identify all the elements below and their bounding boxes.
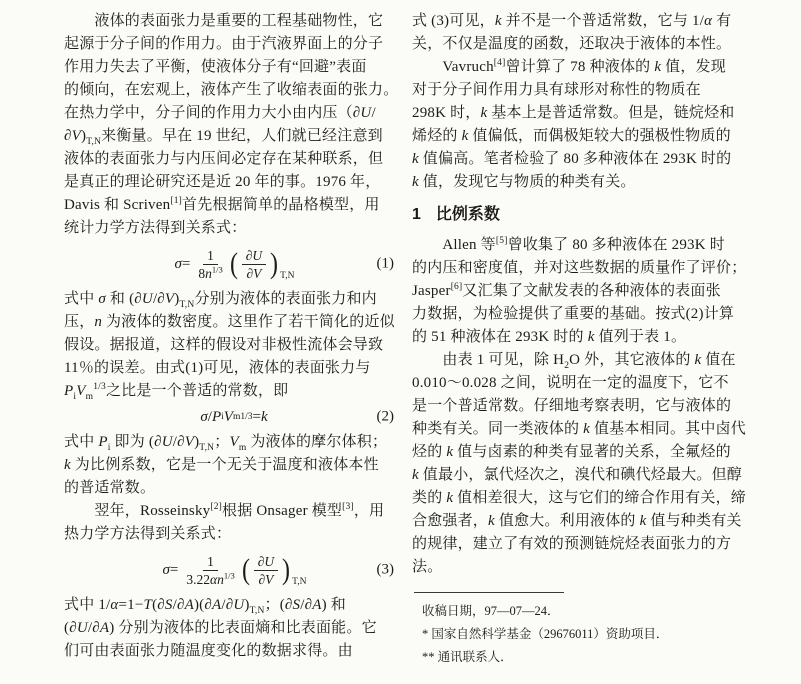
text-line: 们可由表面张力随温度变化的数据求得。由: [64, 643, 353, 659]
text-line: Allen 等[5]曾收集了 80 多种液体在 293K 时: [412, 236, 725, 253]
equation-condition-subscript: T,N: [292, 577, 307, 587]
text-line: 式中 $P_i$ 即为 $(\partial U/\partial V)_{T,N}$；$V_m$ 为液体的摩尔体积；: [64, 434, 388, 453]
text-line: 关，不仅是温度的函数，还取决于液体的本性。: [412, 36, 732, 52]
equation-number: (3): [376, 561, 394, 578]
fraction-denominator: ∂V: [258, 571, 274, 587]
text-line: k 为比例系数，它是一个无关于温度和液体本性: [64, 457, 379, 473]
text-line: 298K 时，k 基本上是普适常数。但是，链烷烃和: [412, 105, 735, 121]
fraction-denominator: $8n^{1/3}$: [198, 264, 223, 281]
section-title: 比例系数: [435, 206, 500, 223]
text-line: 烃的 k 值与卤素的种类有显著的关系，全氟烃的: [412, 444, 731, 460]
equation-number: (2): [376, 408, 394, 425]
text-line: k 值，发现它与物质的种类有关。: [412, 174, 636, 190]
equation: [64, 404, 404, 430]
fraction-numerator: ∂U: [254, 553, 278, 571]
fraction-numerator: ∂U: [242, 247, 266, 265]
equation-condition-subscript: T,N: [280, 271, 295, 281]
equation-lhs: σ=: [174, 255, 191, 272]
text-line: Jasper[6]又汇集了文献发表的各种液体的表面张: [412, 282, 721, 299]
text-line: 压，n 为液体的数密度。这里作了若干简化的近似: [64, 314, 395, 330]
paragraph: [412, 234, 760, 579]
open-paren-glyph: (: [242, 553, 251, 586]
text-line: 液体的表面张力与内压间必定存在某种联系，但: [64, 151, 384, 167]
text-line: 类的 k 值相差很大，这与它们的缔合作用有关，缔: [412, 490, 746, 506]
text-line: 0.010～0.028 之间，说明在一定的温度下，它不: [412, 375, 729, 391]
footnote-divider: [414, 592, 564, 593]
footnotes: [412, 600, 760, 669]
text-line: 液体的表面张力是重要的工程基础物性，它: [64, 13, 384, 29]
column-left: [64, 10, 404, 663]
equation-lhs: σ=: [162, 561, 179, 578]
text-line: (∂U/∂A) 分别为液体的比表面熵和比表面能。它: [64, 620, 377, 636]
open-paren-glyph: (: [230, 247, 239, 280]
text-line: $\partial V)_{T,N}$来衡量。早在 19 世纪，人们就已经注意到: [64, 128, 383, 147]
close-paren-glyph: ): [269, 247, 278, 280]
text-line: 的倾向，在宏观上，液体产生了收缩表面的张力。: [64, 82, 399, 98]
text-line: k 值偏高。笔者检验了 80 多种液体在 293K 时的: [412, 151, 732, 167]
text-line: 起源于分子间的作用力。由于汽液界面上的分子: [64, 36, 384, 52]
fraction-numerator: 1: [203, 247, 218, 265]
text-line: 的内压和密度值，并对这些数据的质量作了评价；: [412, 260, 747, 276]
equation: [64, 547, 404, 593]
footnote-line: ** 通讯联系人．: [422, 650, 513, 664]
text-line: 在热力学中，分子间的作用力大小由内压（∂U/: [64, 105, 376, 121]
text-line: 的规律，建立了有效的预测链烷烃表面张力的方: [412, 536, 732, 552]
equation-number: (1): [376, 255, 394, 272]
text-line: 烯烃的 k 值偏低，而偶极矩较大的强极性物质的: [412, 128, 731, 144]
text-line: 的 51 种液体在 293K 时的 k 值列于表 1。: [412, 329, 687, 345]
fraction: [182, 553, 238, 588]
text-line: 合愈强者，k 值愈大。利用液体的 k 值与种类有关: [412, 513, 742, 529]
text-line: 作用力失去了平衡，使液体分子有“回避”表面: [64, 59, 367, 75]
equation-body: [174, 247, 293, 282]
equation: [64, 241, 404, 287]
fraction: [194, 247, 226, 282]
fraction-denominator: $3.22\alpha n^{1/3}$: [186, 570, 235, 587]
section-heading: [412, 204, 760, 226]
paragraph: [64, 288, 404, 403]
text-line: 翌年，Rosseinsky[2]根据 Onsager 模型[3]，用: [64, 502, 385, 519]
footnote-line: * 国家自然科学基金（29676011）资助项目．: [422, 627, 669, 641]
paragraph: [64, 10, 404, 240]
text-line: 统计力学方法得到关系式：: [64, 220, 247, 236]
text-line: Davis 和 Scriven[1]首先根据简单的晶格模型，用: [64, 196, 380, 213]
text-line: Vavruch[4]曾计算了 78 种液体的 k 值，发现: [412, 58, 726, 75]
section-number: 1: [412, 206, 421, 223]
text-line: 是真正的理论研究还是近 20 年的事。1976 年，: [64, 174, 381, 190]
text-line: 热力学方法得到关系式：: [64, 526, 232, 542]
paragraph: [412, 10, 760, 194]
text-line: 种类有关。同一类液体的 k 值基本相同。其中卤代: [412, 421, 746, 437]
text-line: 是一个普适常数。仔细地考察表明，它与液体的: [412, 398, 732, 414]
footnote-line: 收稿日期，97—07—24．: [422, 604, 560, 618]
text-line: 式 (3)可见，k 并不是一个普适常数，它与 1/α 有: [412, 13, 732, 29]
paragraph: [64, 594, 404, 663]
equation-body: σ / P i V m 1/3 = k: [200, 408, 268, 425]
text-line: 式中 σ 和 $(\partial U/\partial V)_{T,N}$分别为液体的表面张力和内: [64, 291, 377, 310]
text-line: k 值最小，氯代烃次之，溴代和碘代烃最大。但醇: [412, 467, 743, 483]
fraction-numerator: 1: [203, 553, 218, 571]
equation-body: [163, 553, 306, 588]
text-line: $P_iV_m^{1/3}$之比是一个普适的常数，即: [64, 382, 289, 402]
text-line: 式中 $1/\alpha=1-T(\partial S/\partial A)(\partial A/\partial U)_{T,N}$；(∂S/∂A) 和: [64, 597, 346, 616]
paragraph: [64, 431, 404, 546]
column-right: [412, 10, 760, 669]
text-line: 假设。据报道，这样的假设对非极性流体会导致: [64, 337, 384, 353]
fraction: [242, 247, 266, 282]
text-line: 法。: [412, 559, 443, 575]
text-line: 由表 1 可见，除 $H_2O$ 外，其它液体的 k 值在: [412, 352, 736, 371]
text-line: 11％的误差。由式(1)可见，液体的表面张力与: [64, 360, 371, 376]
fraction-denominator: ∂V: [246, 265, 262, 281]
text-line: 力数据，为检验提供了重要的基础。按式(2)计算: [412, 306, 735, 322]
text-line: 的普适常数。: [64, 480, 156, 496]
close-paren-glyph: ): [281, 553, 290, 586]
fraction: [254, 553, 278, 588]
text-line: 对于分子间作用力具有球形对称性的物质在: [412, 82, 701, 98]
